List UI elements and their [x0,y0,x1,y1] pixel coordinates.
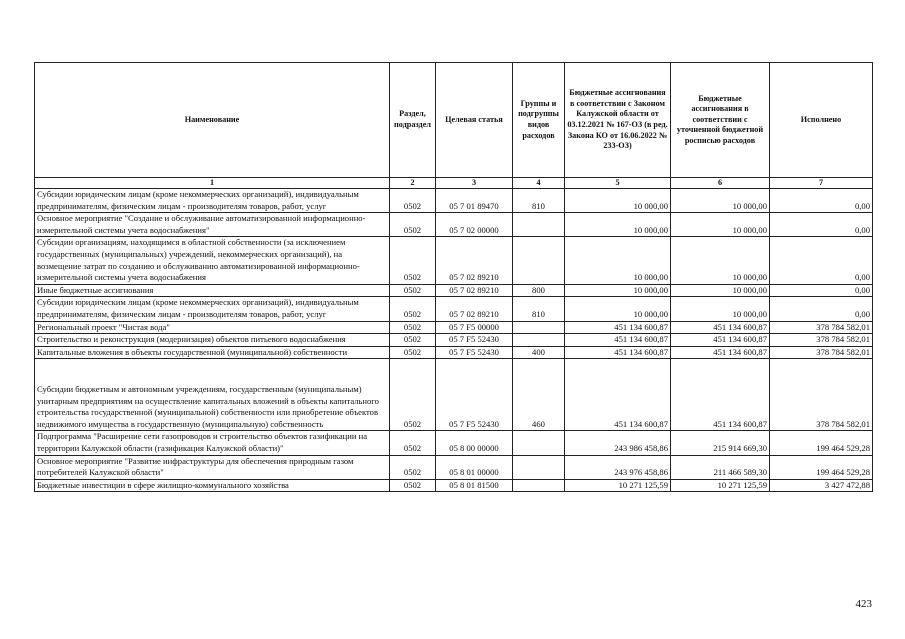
row-group [513,213,565,237]
column-number: 3 [436,178,513,189]
table-row [35,237,873,284]
row-section: 0502 [390,346,436,359]
row-done-amount: 199 464 529,28 [770,431,873,455]
row-name: Капитальные вложения в объекты государственной (муниципальной) собственности [35,346,390,359]
row-plan-amount: 215 914 669,30 [671,431,770,455]
row-group [513,321,565,334]
row-name: Субсидии бюджетным и автономным учреждениям, государственным (муниципальным) унитарным предприятиям на осуществление капитальных вложений в объекты капитального строительства государственной (муниципальной) собственности или приобретение объектов недвижимого имущества в государственную (муниципальную) собственность [35,359,390,431]
column-number-row [35,178,873,189]
table-row [35,321,873,334]
row-target: 05 8 01 81500 [436,479,513,492]
row-group: 460 [513,359,565,431]
row-plan-amount: 10 000,00 [671,297,770,321]
row-law-amount: 10 000,00 [565,297,671,321]
table-row [35,284,873,297]
row-plan-amount: 10 000,00 [671,189,770,213]
row-section: 0502 [390,455,436,479]
row-group: 800 [513,284,565,297]
row-law-amount: 451 134 600,87 [565,334,671,347]
row-plan-amount: 10 000,00 [671,284,770,297]
table-row [35,359,873,431]
row-target: 05 8 01 00000 [436,455,513,479]
row-section: 0502 [390,237,436,284]
row-plan-amount: 10 000,00 [671,213,770,237]
row-target: 05 8 00 00000 [436,431,513,455]
row-law-amount: 451 134 600,87 [565,321,671,334]
row-plan-amount: 10 000,00 [671,237,770,284]
column-number: 2 [390,178,436,189]
row-plan-amount: 211 466 589,30 [671,455,770,479]
row-group: 810 [513,189,565,213]
row-done-amount: 378 784 582,01 [770,334,873,347]
row-done-amount: 3 427 472,88 [770,479,873,492]
row-law-amount: 10 000,00 [565,237,671,284]
row-law-amount: 243 986 458,86 [565,431,671,455]
row-done-amount: 378 784 582,01 [770,346,873,359]
header-target-article: Целевая статья [436,63,513,178]
header-executed: Исполнено [770,63,873,178]
row-law-amount: 10 271 125,59 [565,479,671,492]
row-target: 05 7 F5 00000 [436,321,513,334]
row-target: 05 7 F5 52430 [436,359,513,431]
row-done-amount: 0,00 [770,189,873,213]
header-law-allocation: Бюджетные ассигнования в соответствии с Законом Калужской области от 03.12.2021 № 167-ОЗ (в ред. Закона КО от 16.06.2022 № 233-ОЗ) [565,63,671,178]
column-number: 4 [513,178,565,189]
column-number: 5 [565,178,671,189]
row-law-amount: 10 000,00 [565,284,671,297]
table-row [35,431,873,455]
row-name: Подпрограмма "Расширение сети газопроводов и строительство объектов газификации на территории Калужской области (газификация Калужской области)" [35,431,390,455]
header-name: Наименование [35,63,390,178]
header-section: Раздел, подраздел [390,63,436,178]
row-name: Строительство и реконструкция (модернизация) объектов питьевого водоснабжения [35,334,390,347]
row-done-amount: 199 464 529,28 [770,455,873,479]
row-law-amount: 451 134 600,87 [565,359,671,431]
row-law-amount: 10 000,00 [565,213,671,237]
row-group: 810 [513,297,565,321]
row-section: 0502 [390,334,436,347]
table-row [35,479,873,492]
row-target: 05 7 02 89210 [436,297,513,321]
row-done-amount: 0,00 [770,213,873,237]
row-group [513,334,565,347]
row-target: 05 7 02 00000 [436,213,513,237]
row-section: 0502 [390,189,436,213]
row-target: 05 7 F5 52430 [436,346,513,359]
row-name: Бюджетные инвестиции в сфере жилищно-коммунального хозяйства [35,479,390,492]
row-name: Иные бюджетные ассигнования [35,284,390,297]
row-name: Основное мероприятие "Развитие инфраструктуры для обеспечения природным газом потребителей Калужской области" [35,455,390,479]
row-law-amount: 10 000,00 [565,189,671,213]
header-plan-allocation: Бюджетные ассигнования в соответствии с уточненной бюджетной росписью расходов [671,63,770,178]
row-name: Субсидии организациям, находящимся в областной собственности (за исключением государственных (муниципальных) учреждений, некоммерческих организаций), на возмещение затрат по созданию и обслуживанию автоматизированной информационно-измерительной системы учета водоснабжения [35,237,390,284]
row-target: 05 7 02 89210 [436,237,513,284]
row-section: 0502 [390,284,436,297]
table-row [35,334,873,347]
row-section: 0502 [390,297,436,321]
row-target: 05 7 02 89210 [436,284,513,297]
row-section: 0502 [390,431,436,455]
row-section: 0502 [390,359,436,431]
row-section: 0502 [390,213,436,237]
row-name: Субсидии юридическим лицам (кроме некоммерческих организаций), индивидуальным предпринимателям, физическим лицам - производителям товаров, работ, услуг [35,297,390,321]
row-group: 400 [513,346,565,359]
row-group [513,479,565,492]
column-number: 1 [35,178,390,189]
row-done-amount: 0,00 [770,237,873,284]
row-group [513,455,565,479]
column-number: 6 [671,178,770,189]
row-section: 0502 [390,321,436,334]
row-name: Субсидии юридическим лицам (кроме некоммерческих организаций), индивидуальным предпринимателям, физическим лицам - производителям товаров, работ, услуг [35,189,390,213]
row-plan-amount: 451 134 600,87 [671,359,770,431]
header-expense-group: Группы и подгруппы видов расходов [513,63,565,178]
row-group [513,237,565,284]
budget-table [34,62,873,492]
page-number: 423 [855,598,872,610]
row-plan-amount: 451 134 600,87 [671,321,770,334]
row-done-amount: 0,00 [770,284,873,297]
table-row [35,455,873,479]
table-row [35,346,873,359]
column-number: 7 [770,178,873,189]
row-target: 05 7 01 89470 [436,189,513,213]
table-header-row [35,63,873,178]
row-name: Региональный проект "Чистая вода" [35,321,390,334]
row-plan-amount: 451 134 600,87 [671,334,770,347]
row-law-amount: 451 134 600,87 [565,346,671,359]
table-row [35,297,873,321]
row-target: 05 7 F5 52430 [436,334,513,347]
row-done-amount: 0,00 [770,297,873,321]
row-law-amount: 243 976 458,86 [565,455,671,479]
row-plan-amount: 451 134 600,87 [671,346,770,359]
row-plan-amount: 10 271 125,59 [671,479,770,492]
row-done-amount: 378 784 582,01 [770,359,873,431]
row-done-amount: 378 784 582,01 [770,321,873,334]
table-row [35,189,873,213]
table-row [35,213,873,237]
row-name: Основное мероприятие "Создание и обслуживание автоматизированной информационно-измерительной системы учета водоснабжения" [35,213,390,237]
row-group [513,431,565,455]
row-section: 0502 [390,479,436,492]
